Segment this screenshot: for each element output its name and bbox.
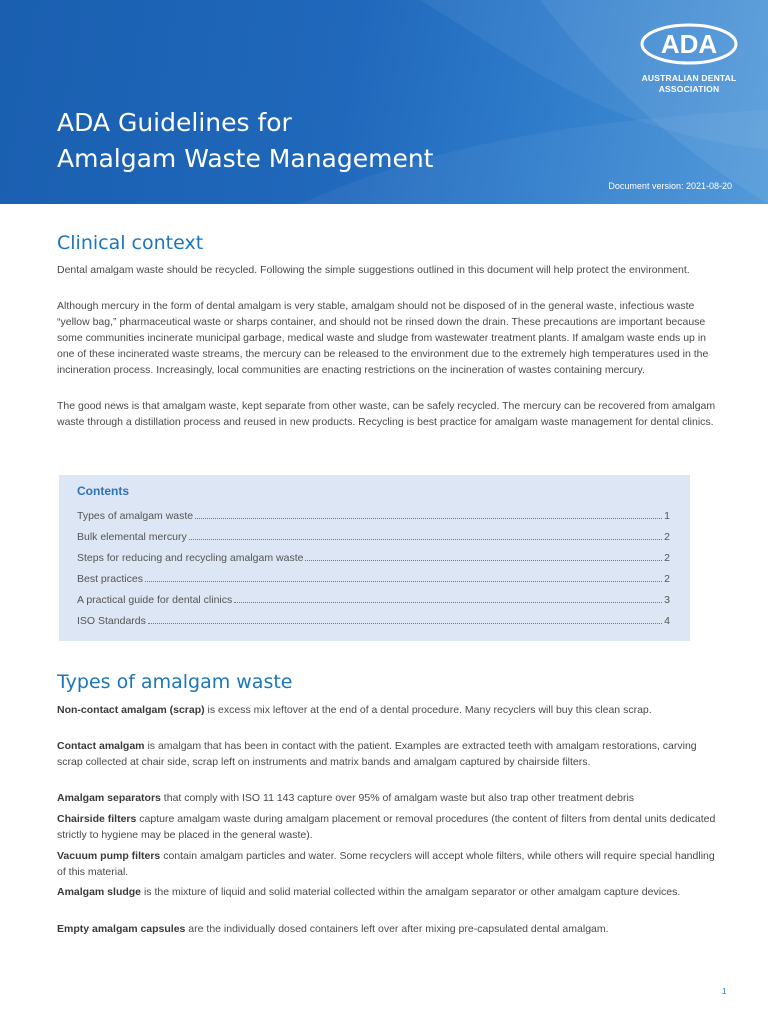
toc-entry-page: 2 bbox=[664, 531, 670, 543]
contents-box bbox=[59, 475, 690, 641]
waste-type-term: Vacuum pump filters bbox=[57, 850, 161, 862]
ada-logo-mark bbox=[639, 22, 739, 66]
clinical-context-paragraph: Dental amalgam waste should be recycled. Following the simple suggestions outlined in this document will help protect the environment. bbox=[57, 264, 690, 276]
document-version: Document version: 2021-08-20 bbox=[608, 181, 732, 191]
waste-type-text: capture amalgam waste during amalgam placement or removal procedures (the content of filters from dental units dedicated strictly to hygiene may be placed in the general waste). bbox=[57, 813, 716, 841]
toc-entry-label: Steps for reducing and recycling amalgam waste bbox=[77, 552, 304, 564]
title-line-2: Amalgam Waste Management bbox=[57, 144, 434, 173]
header-banner bbox=[0, 0, 768, 204]
logo-line-1: AUSTRALIAN DENTAL bbox=[641, 73, 737, 83]
clinical-context-paragraph: Although mercury in the form of dental amalgam is very stable, amalgam should not be disposed of in the general waste, infectious waste “yellow bag,” pharmaceutical waste or sharps container, and should not be rinsed down the drain. These precautions are important because some communities incinerate municipal garbage, medical waste and sludge from wastewater treatment plants. If amalgam waste ends up in one of these incinerated waste streams, the mercury can be released to the environment due to the extremely high temperatures used in the incineration process. Increasingly, local communities are enacting restrictions on the incineration of wastes containing mercury. bbox=[57, 300, 709, 376]
toc-entry-page: 3 bbox=[664, 594, 670, 606]
page-number: 1 bbox=[722, 987, 727, 996]
waste-type-term: Empty amalgam capsules bbox=[57, 923, 186, 935]
toc-entry[interactable] bbox=[77, 572, 670, 586]
waste-type-term: Amalgam separators bbox=[57, 792, 161, 804]
waste-type-item bbox=[57, 738, 717, 770]
toc-entry[interactable] bbox=[77, 530, 670, 544]
title-line-1: ADA Guidelines for bbox=[57, 108, 292, 137]
waste-type-term: Contact amalgam bbox=[57, 740, 145, 752]
waste-type-item bbox=[57, 848, 717, 880]
toc-entry-page: 2 bbox=[664, 552, 670, 564]
logo-mark-text: ADA bbox=[660, 29, 718, 59]
toc-entry[interactable] bbox=[77, 614, 670, 628]
waste-type-item bbox=[57, 790, 717, 806]
toc-entry-label: Best practices bbox=[77, 573, 143, 585]
document-title bbox=[57, 105, 434, 177]
waste-type-text: contain amalgam particles and water. Some recyclers will accept whole filters, while others will require special handling of this material. bbox=[57, 850, 715, 878]
toc-entry-page: 2 bbox=[664, 573, 670, 585]
toc-entry-label: Bulk elemental mercury bbox=[77, 531, 187, 543]
toc-entry-page: 4 bbox=[664, 615, 670, 627]
waste-type-item bbox=[57, 884, 717, 900]
waste-type-item bbox=[57, 702, 717, 718]
clinical-context-heading: Clinical context bbox=[57, 232, 204, 254]
toc-entry[interactable] bbox=[77, 551, 670, 565]
toc-entry[interactable] bbox=[77, 509, 670, 523]
toc-entry-label: A practical guide for dental clinics bbox=[77, 594, 233, 606]
logo-line-2: ASSOCIATION bbox=[658, 84, 720, 94]
waste-type-term: Chairside filters bbox=[57, 813, 137, 825]
ada-logo bbox=[633, 22, 745, 95]
waste-type-text: is amalgam that has been in contact with the patient. Examples are extracted teeth with amalgam restorations, carving scrap collected at chair side, scrap left on instruments and matrix bands and amalgam captured by chairside filters. bbox=[57, 740, 697, 768]
toc-entry-page: 1 bbox=[664, 510, 670, 522]
clinical-context-paragraph: The good news is that amalgam waste, kept separate from other waste, can be safely recycled. The mercury can be recovered from amalgam waste through a distillation process and reused in new products. Recycling is best practice for amalgam waste management for dental clinics. bbox=[57, 400, 716, 428]
types-heading: Types of amalgam waste bbox=[57, 671, 293, 693]
waste-type-text: is excess mix leftover at the end of a dental procedure. Many recyclers will buy this clean scrap. bbox=[204, 704, 652, 716]
waste-type-term: Amalgam sludge bbox=[57, 886, 142, 898]
waste-type-text: is the mixture of liquid and solid material collected within the amalgam separator or other amalgam capture devices. bbox=[141, 886, 681, 898]
toc-entry[interactable] bbox=[77, 593, 670, 607]
toc-entry-label: ISO Standards bbox=[77, 615, 146, 627]
waste-type-term: Non-contact amalgam (scrap) bbox=[57, 704, 205, 716]
waste-type-text: that comply with ISO 11 143 capture over 95% of amalgam waste but also trap other treatment debris bbox=[160, 792, 635, 804]
waste-type-text: are the individually dosed containers left over after mixing pre-capsulated dental amalgam. bbox=[185, 923, 609, 935]
contents-title: Contents bbox=[77, 484, 129, 498]
waste-type-item bbox=[57, 921, 717, 937]
toc-entry-label: Types of amalgam waste bbox=[77, 510, 194, 522]
waste-type-item bbox=[57, 811, 717, 843]
